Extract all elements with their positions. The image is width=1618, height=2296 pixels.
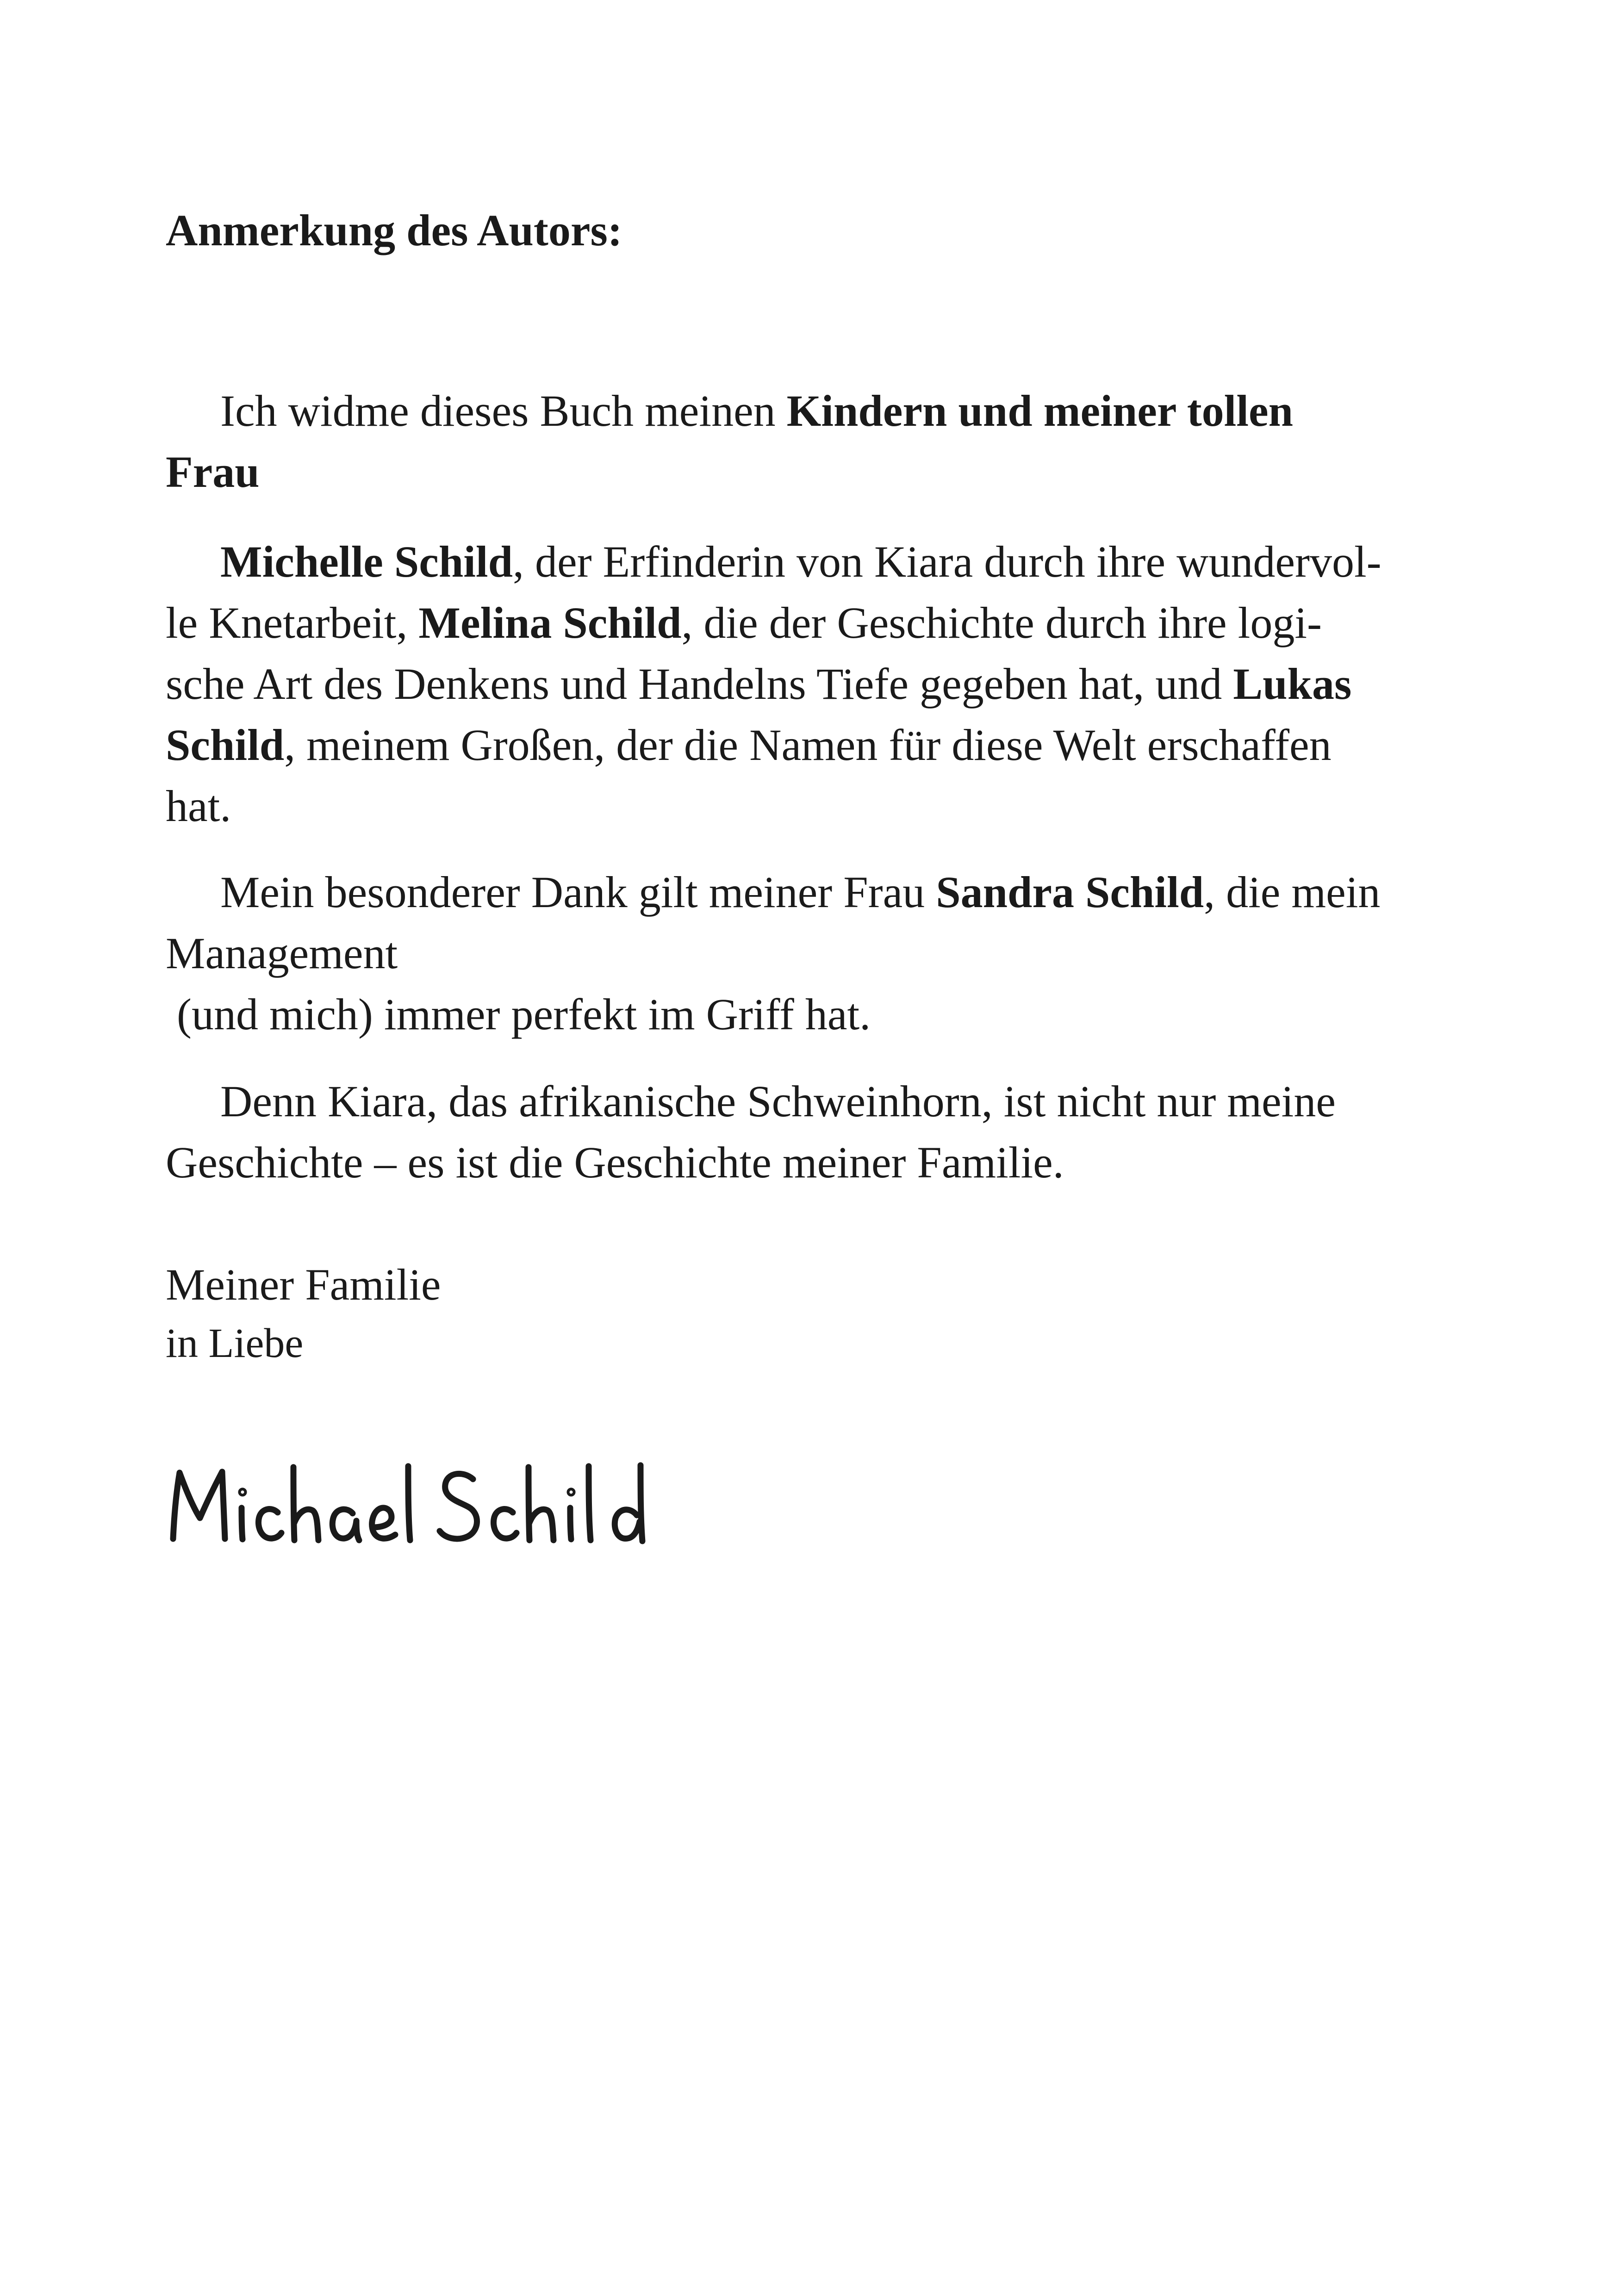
text-run: , der Erfinderin von Kiara durch ihre wundervol- <box>512 537 1382 586</box>
bold-run: Michelle Schild <box>220 537 513 586</box>
bold-run: Kindern und meiner tollen <box>786 386 1294 436</box>
page-title: Anmerkung des Autors: <box>166 205 622 255</box>
text-run: Mein besonderer Dank gilt meiner Frau <box>220 867 936 917</box>
bold-run: Sandra Schild <box>936 867 1204 917</box>
dedication-paragraph-1 <box>166 380 1443 503</box>
handwritten-signature <box>168 1453 691 1550</box>
dedication-paragraph-3 <box>166 862 1443 1045</box>
bold-run: Melina Schild <box>418 598 682 647</box>
text-run: , die mein <box>1204 867 1381 917</box>
text-run: (und mich) immer perfekt im Griff hat. <box>166 989 871 1039</box>
text-run: , die der Geschichte durch ihre logi- <box>681 598 1322 647</box>
text-run: sche Art des Denkens und Handelns Tiefe gegeben hat, und <box>166 659 1233 709</box>
dedication-paragraph-2 <box>166 531 1443 837</box>
text-run: Geschichte – es ist die Geschichte meiner Familie. <box>166 1138 1064 1187</box>
bold-run: Frau <box>166 447 260 497</box>
text-run: Management <box>166 928 398 978</box>
closing-line-2: in Liebe <box>166 1320 304 1366</box>
text-run: hat. <box>166 781 231 831</box>
closing-line-1: Meiner Familie <box>166 1260 441 1309</box>
bold-run: Lukas <box>1233 659 1352 709</box>
text-run: Ich widme dieses Buch meinen <box>220 386 787 436</box>
text-run: , meinem Großen, der die Namen für diese Welt erschaffen <box>284 720 1332 770</box>
dedication-paragraph-4 <box>166 1071 1443 1193</box>
bold-run: Schild <box>166 720 285 770</box>
text-run: Denn Kiara, das afrikanische Schweinhorn, ist nicht nur meine <box>220 1076 1336 1126</box>
text-run: le Knetarbeit, <box>166 598 419 647</box>
